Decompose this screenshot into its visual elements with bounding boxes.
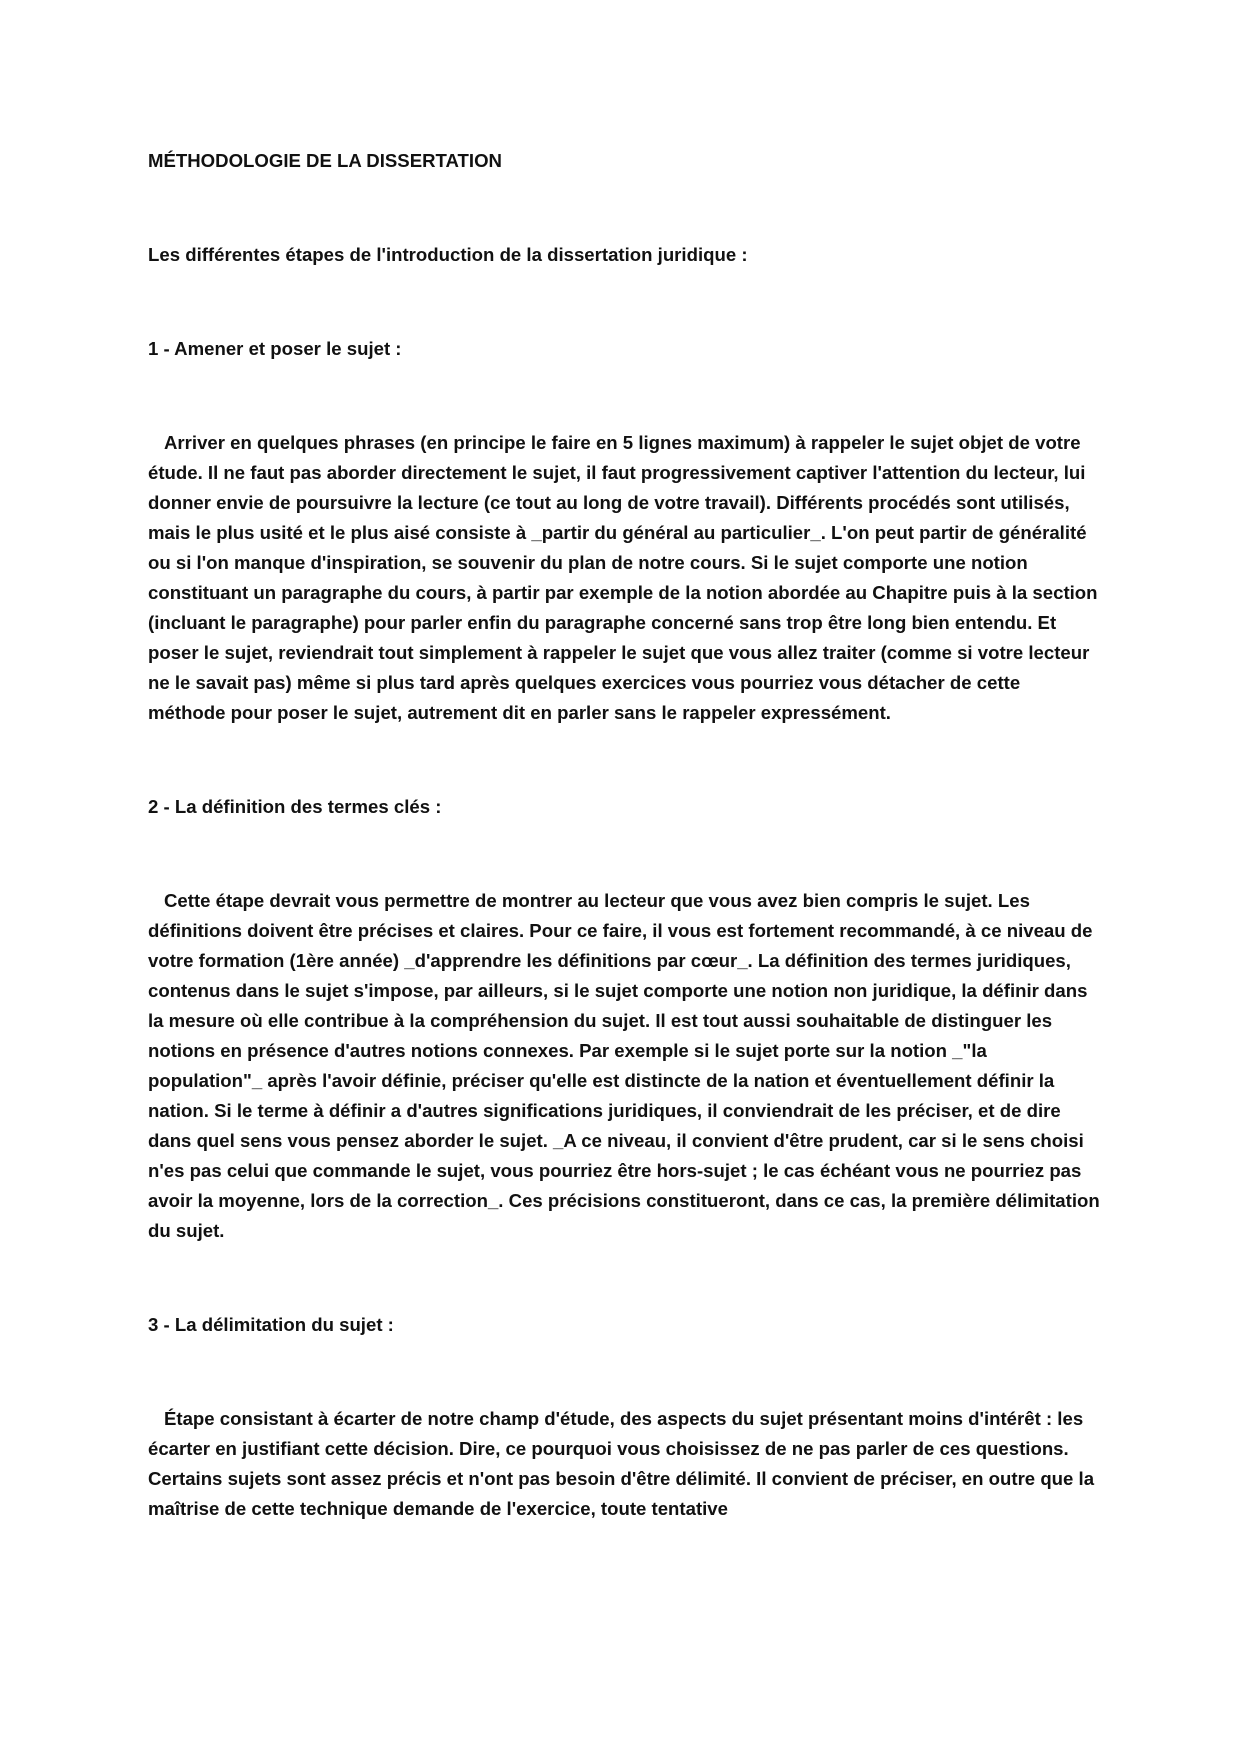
section-paragraph-1: Arriver en quelques phrases (en principe le faire en 5 lignes maximum) à rappeler le sujet objet de votre étude. Il ne faut pas aborder directement le sujet, il faut progressivement captiver l'attention du lecteur, lui donner envie de poursuivre la lecture (ce tout au long de votre travail). Différents procédés sont utilisés, mais le plus usité et le plus aisé consiste à _partir du général au particulier_. L'on peut partir de généralité ou si l'on manque d'inspiration, se souvenir du plan de notre cours. Si le sujet comporte une notion constituant un paragraphe du cours, à partir par exemple de la notion abordée au Chapitre puis à la section (incluant le paragraphe) pour parler enfin du paragraphe concerné sans trop être long bien entendu. Et poser le sujet, reviendrait tout simplement à rappeler le sujet que vous allez traiter (comme si votre lecteur ne le savait pas) même si plus tard après quelques exercices vous pourriez vous détacher de cette méthode pour poser le sujet, autrement dit en parler sans le rappeler expressément. xyxy=(148,432,1098,723)
section-heading-2: 2 - La définition des termes clés : xyxy=(148,796,442,817)
section-paragraph-2: Cette étape devrait vous permettre de montrer au lecteur que vous avez bien compris le sujet. Les définitions doivent être précises et claires. Pour ce faire, il vous est fortement recommandé, à ce niveau de votre formation (1ère année) _d'apprendre les définitions par cœur_. La définition des termes juridiques, contenus dans le sujet s'impose, par ailleurs, si le sujet comporte une notion non juridique, la définir dans la mesure où elle contribue à la compréhension du sujet. Il est tout aussi souhaitable de distinguer les notions en présence d'autres notions connexes. Par exemple si le sujet porte sur la notion _"la population"_ après l'avoir définie, préciser qu'elle est distincte de la nation et éventuellement définir la nation. Si le terme à définir a d'autres significations juridiques, il conviendrait de les préciser, et de dire dans quel sens vous pensez aborder le sujet. _A ce niveau, il convient d'être prudent, car si le sens choisi n'es pas celui que commande le sujet, vous pourriez être hors-sujet ; le cas échéant vous ne pourriez pas avoir la moyenne, lors de la correction_. Ces précisions constitueront, dans ce cas, la première délimitation du sujet. xyxy=(148,890,1100,1241)
document-title: MÉTHODOLOGIE DE LA DISSERTATION xyxy=(148,150,502,171)
document-body xyxy=(148,146,1100,1524)
section-heading-3: 3 - La délimitation du sujet : xyxy=(148,1314,394,1335)
section-paragraph-3: Étape consistant à écarter de notre champ d'étude, des aspects du sujet présentant moins d'intérêt : les écarter en justifiant cette décision. Dire, ce pourquoi vous choisissez de ne pas parler de ces questions. Certains sujets sont assez précis et n'ont pas besoin d'être délimité. Il convient de préciser, en outre que la maîtrise de cette technique demande de l'exercice, toute tentative xyxy=(148,1408,1095,1519)
document-subtitle: Les différentes étapes de l'introduction de la dissertation juridique : xyxy=(148,244,748,265)
section-heading-1: 1 - Amener et poser le sujet : xyxy=(148,338,402,359)
